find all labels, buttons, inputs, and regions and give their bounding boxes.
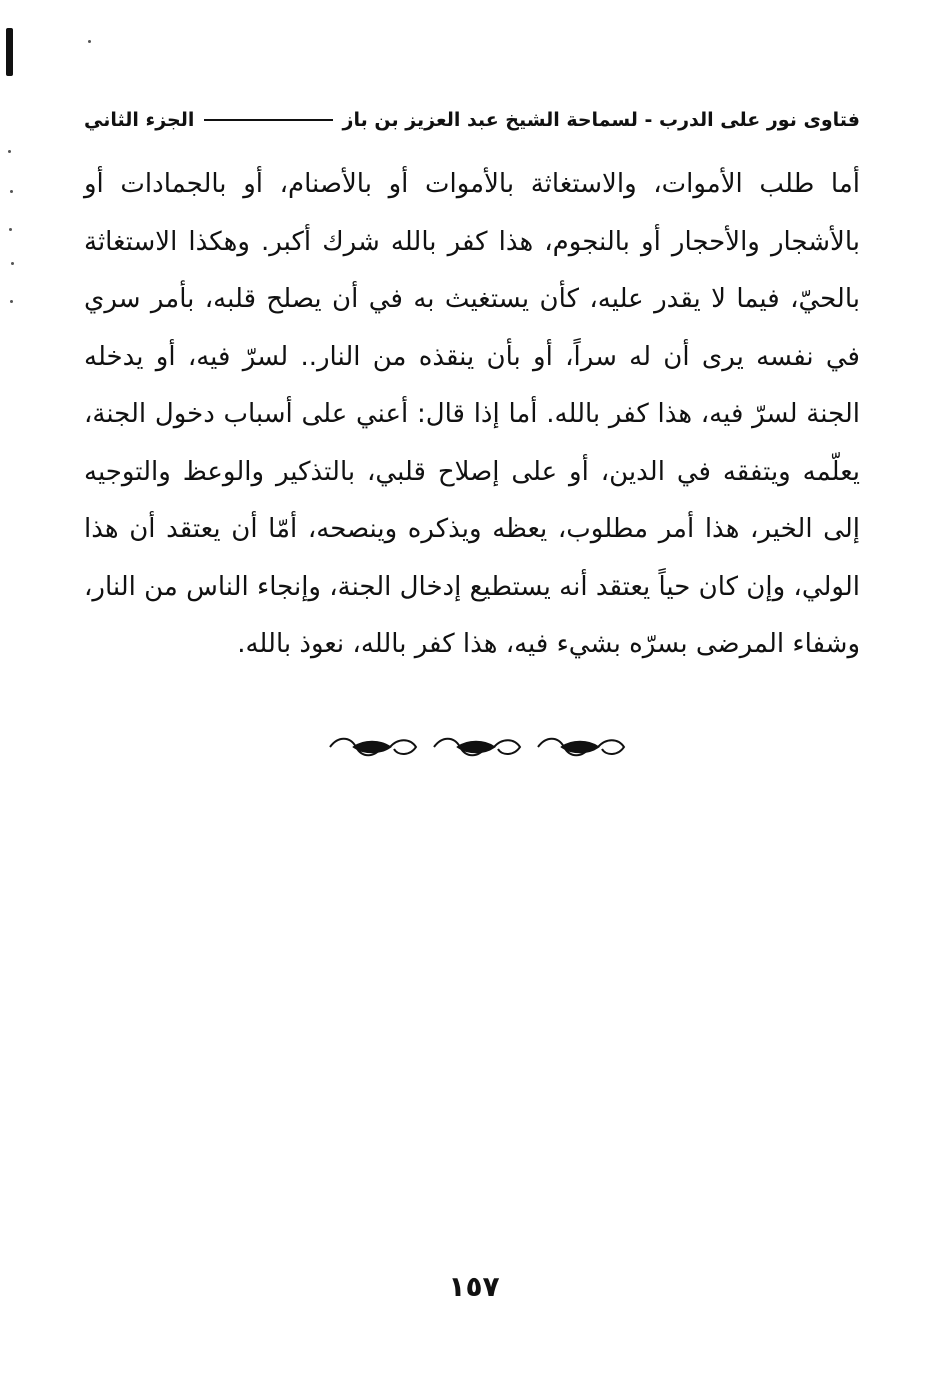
scan-speck [10, 190, 13, 193]
scan-speck [88, 40, 91, 43]
volume-label: الجزء الثاني [84, 109, 195, 131]
running-header [84, 100, 860, 140]
page-number: ١٥٧ [448, 1270, 500, 1303]
scan-speck [8, 150, 11, 153]
scan-speck [9, 228, 12, 231]
scan-edge-mark [6, 28, 13, 76]
scan-speck [10, 300, 13, 303]
book-title: فتاوى نور على الدرب - لسماحة الشيخ عبد العزيز بن باز [342, 109, 860, 131]
ornament-motif [538, 739, 624, 756]
ornament-motif [330, 739, 416, 756]
body-paragraph: أما طلب الأموات، والاستغاثة بالأموات أو بالأصنام، أو بالجمادات أو بالأشجار والأحجار أو بالنجوم، هذا كفر بالله شرك أكبر. وهكذا الاستغاثة بالحيّ، فيما لا يقدر عليه، كأن يستغيث به في أن يصلح قلبه، بأمر سري في نفسه يرى أن له سراً، أو بأن ينقذه من النار.. لسرّ فيه، أو يدخله الجنة لسرّ فيه، هذا كفر بالله. أما إذا قال: أعني على أسباب دخول الجنة، يعلّمه ويتفقه في الدين، أو على إصلاح قلبي، بالتذكير والوعظ والتوجيه إلى الخير، هذا أمر مطلوب، يعظه ويذكره وينصحه، أمّا أن يعتقد أن هذا الولي، وإن كان حياً يعتقد أنه يستطيع إدخال الجنة، وإنجاء الناس من النار، وشفاء المرضى بسرّه بشيء فيه، هذا كفر بالله، نعوذ بالله. [84, 169, 860, 659]
header-rule [204, 119, 332, 121]
ornament-motif [434, 739, 520, 756]
scan-speck [11, 262, 14, 265]
floral-divider-icon [324, 732, 630, 762]
